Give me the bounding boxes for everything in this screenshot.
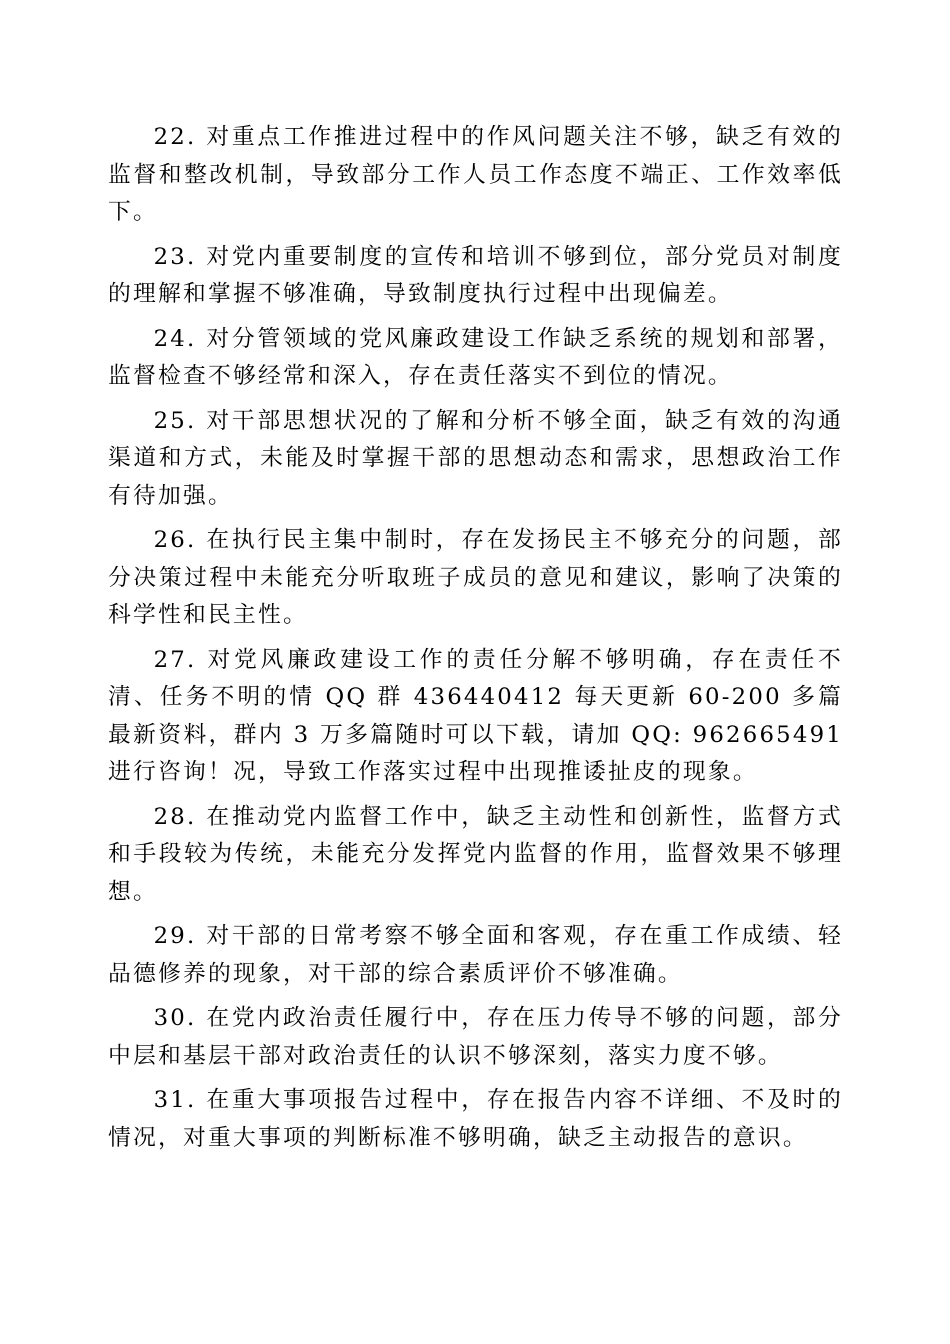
paragraph-23: 23. 对党内重要制度的宣传和培训不够到位，部分党员对制度的理解和掌握不够准确，导致制度执行过程中出现偏差。 bbox=[108, 243, 843, 307]
paragraph-30: 30. 在党内政治责任履行中，存在压力传导不够的问题，部分中层和基层干部对政治责任的认识不够深刻，落实力度不够。 bbox=[108, 1005, 843, 1069]
paragraph-25: 25. 对干部思想状况的了解和分析不够全面，缺乏有效的沟通渠道和方式，未能及时掌握干部的思想动态和需求，思想政治工作有待加强。 bbox=[108, 407, 843, 509]
paragraph-26: 26. 在执行民主集中制时，存在发扬民主不够充分的问题，部分决策过程中未能充分听取班子成员的意见和建议，影响了决策的科学性和民主性。 bbox=[108, 527, 843, 628]
paragraph-24: 24. 对分管领域的党风廉政建设工作缺乏系统的规划和部署，监督检查不够经常和深入，存在责任落实不到位的情况。 bbox=[108, 325, 843, 389]
paragraph-28: 28. 在推动党内监督工作中，缺乏主动性和创新性，监督方式和手段较为传统，未能充分发挥党内监督的作用，监督效果不够理想。 bbox=[108, 803, 843, 905]
paragraph-29: 29. 对干部的日常考察不够全面和客观，存在重工作成绩、轻品德修养的现象，对干部的综合素质评价不够准确。 bbox=[108, 923, 843, 987]
paragraph-31: 31. 在重大事项报告过程中，存在报告内容不详细、不及时的情况，对重大事项的判断标准不够明确，缺乏主动报告的意识。 bbox=[108, 1087, 843, 1151]
document-body bbox=[108, 119, 843, 1164]
paragraph-22: 22. 对重点工作推进过程中的作风问题关注不够，缺乏有效的监督和整改机制，导致部分工作人员工作态度不端正、工作效率低下。 bbox=[108, 124, 843, 225]
paragraph-27: 27. 对党风廉政建设工作的责任分解不够明确，存在责任不清、任务不明的情 QQ 群 436440412 每天更新 60-200 多篇最新资料，群内 3 万多篇随时可以下载，请加 QQ: 962665491 进行咨询！况，导致工作落实过程中出现推诿扯皮的现象。 bbox=[108, 646, 843, 785]
